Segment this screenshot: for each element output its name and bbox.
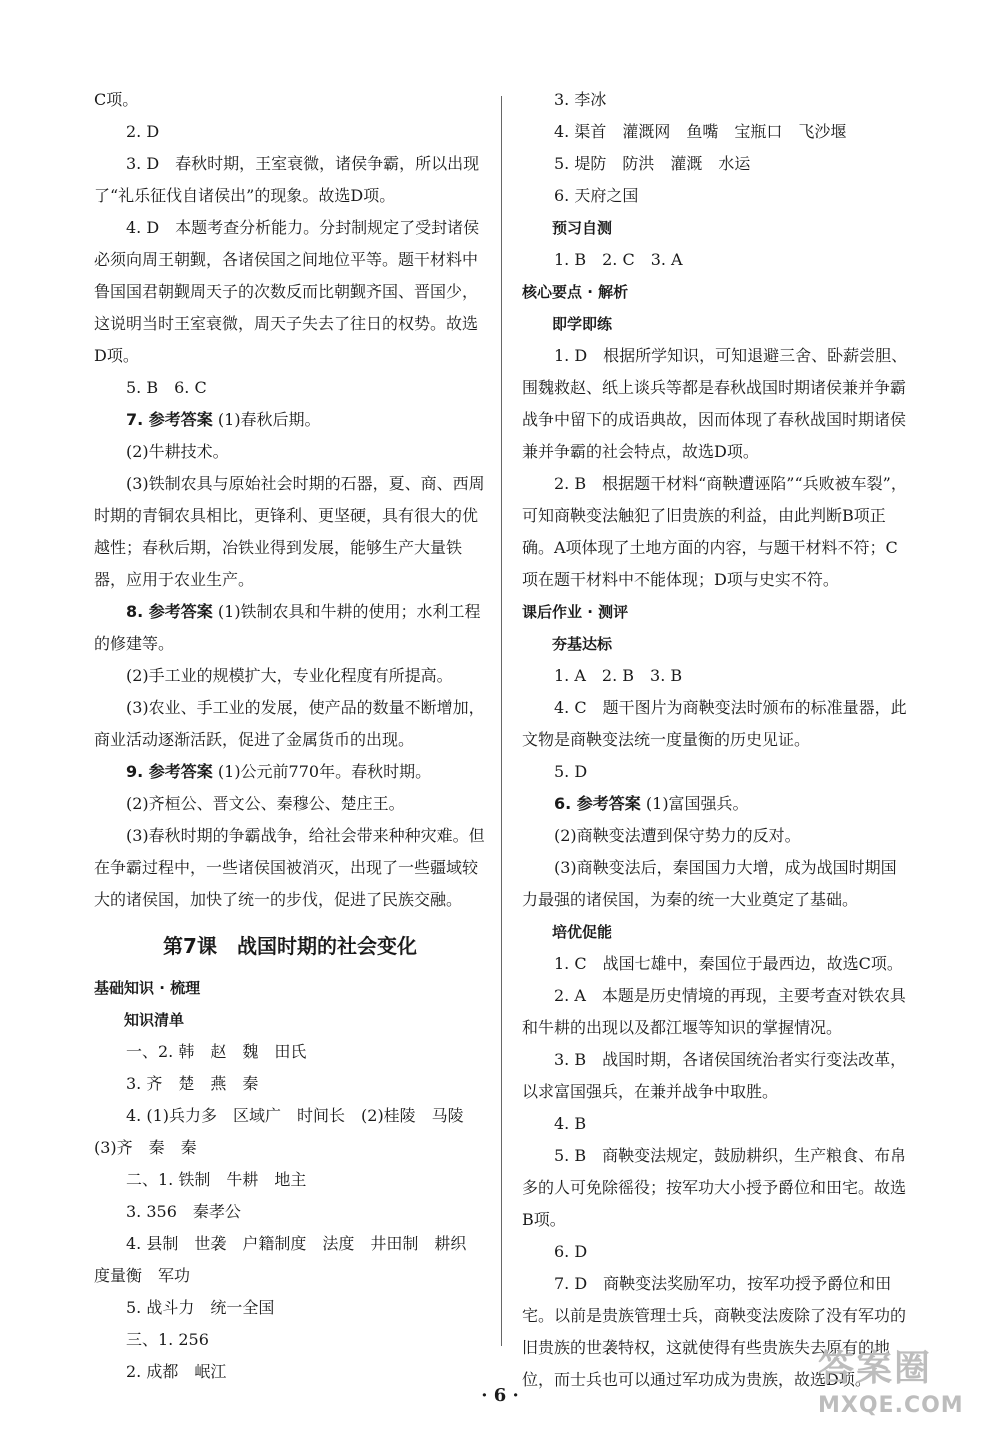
answer-text: 2. B 根据题干材料“商鞅遭诬陷”“兵败被车裂”，可知商鞅变法触犯了旧贵族的利益，由此判断B项正确。A项体现了土地方面的内容，与题干材料不符；C项在题干材料中不能体现；D项与史实不符。 <box>522 474 907 589</box>
watermark-logo <box>818 1346 994 1428</box>
knowledge-item: 三、1. 256 <box>126 1330 209 1349</box>
answer-body: (1)富国强兵。 <box>645 794 749 813</box>
knowledge-item: 二、1. 铁制 牛耕 地主 <box>126 1170 307 1189</box>
answer-text: (3)商鞅变法后，秦国国力大增，成为战国时期国力最强的诸侯国，为秦的统一大业奠定了基础。 <box>522 858 897 909</box>
answer-text: 4. D 本题考查分析能力。分封制规定了受封诸侯必须向周王朝觐，各诸侯国之间地位平等。题干材料中鲁国国君朝觐周天子的次数反而比朝觐齐国、晋国少，这说明当时王室衰微，周天子失去了往日的权势。故选D项。 <box>94 218 480 365</box>
answer-text: 2. D <box>126 122 160 141</box>
knowledge-item: 3. 李冰 <box>554 90 607 109</box>
answer-text: 3. B 战国时期，各诸侯国统治者实行变法改革，以求富国强兵，在兼并战争中取胜。 <box>522 1050 907 1101</box>
answer-text: (3)农业、手工业的发展，使产品的数量不断增加，商业活动逐渐活跃，促进了金属货币的出现。 <box>94 698 485 749</box>
left-column <box>94 84 486 1388</box>
answer-body: (1)铁制农具和牛耕的使用；水利工程的修建等。 <box>94 602 481 653</box>
answer-text: 4. C 题干图片为商鞅变法时颁布的标准量器，此文物是商鞅变法统一度量衡的历史见证。 <box>522 698 907 749</box>
lesson-title: 第7课 战国时期的社会变化 <box>163 934 417 958</box>
watermark-top: 答案圈 <box>818 1348 933 1389</box>
answer-text <box>522 788 910 820</box>
answer-text: (3)铁制农具与原始社会时期的石器，夏、商、西周时期的青铜农具相比，更锋利、更坚硬，具有很大的优越性；春秋后期，冶铁业得到发展，能够生产大量铁器，应用于农业生产。 <box>94 474 485 589</box>
answer-body: (1)春秋后期。 <box>217 410 321 429</box>
answer-text: (2)商鞅变法遭到保守势力的反对。 <box>554 826 801 845</box>
knowledge-item: 4. 渠首 灌溉网 鱼嘴 宝瓶口 飞沙堰 <box>554 122 847 141</box>
answer-text: 5. B 6. C <box>126 378 207 397</box>
knowledge-item: 2. 成都 岷江 <box>126 1362 227 1381</box>
answer-text: 3. D 春秋时期，王室衰微，诸侯争霸，所以出现了“礼乐征伐自诸侯出”的现象。故选D项。 <box>94 154 480 205</box>
answer-text: (2)齐桓公、晋文公、秦穆公、楚庄王。 <box>126 794 405 813</box>
answer-text: 1. B 2. C 3. A <box>554 250 683 269</box>
knowledge-item: 4. (1)兵力多 区域广 时间长 (2)桂陵 马陵 (3)齐 秦 秦 <box>94 1106 480 1157</box>
column-divider <box>501 96 502 1346</box>
watermark-bottom: MXQE.COM <box>818 1393 964 1418</box>
answer-text: 7. D 商鞅变法奖励军功，按军功授予爵位和田宅。以前是贵族管理士兵，商鞅变法废除了没有军功的旧贵族的世袭特权，这就使得有些贵族失去原有的地位，而士兵也可以通过军功成为贵族，故选D项。 <box>522 1274 907 1389</box>
subsection-heading: 培优促能 <box>552 923 613 941</box>
answer-text <box>94 596 486 660</box>
section-heading: 核心要点 · 解析 <box>522 283 629 301</box>
answer-text: (2)牛耕技术。 <box>126 442 229 461</box>
subsection-heading: 知识清单 <box>124 1011 185 1029</box>
answer-text <box>94 404 486 436</box>
knowledge-item: 3. 齐 楚 燕 秦 <box>126 1074 259 1093</box>
answer-text: (2)手工业的规模扩大，专业化程度有所提高。 <box>126 666 453 685</box>
page-number: · 6 · <box>481 1385 519 1406</box>
answer-text: 4. B <box>554 1114 587 1133</box>
knowledge-item: 4. 县制 世袭 户籍制度 法度 井田制 耕织 度量衡 军功 <box>94 1234 483 1285</box>
knowledge-item: 5. 堤防 防洪 灌溉 水运 <box>554 154 751 173</box>
subsection-heading: 即学即练 <box>552 315 613 333</box>
answer-text: C项。 <box>94 90 139 109</box>
right-column <box>522 84 910 1396</box>
answer-text: 1. A 2. B 3. B <box>554 666 683 685</box>
answer-label: 8. 参考答案 <box>126 602 213 621</box>
subsection-heading: 夯基达标 <box>552 635 613 653</box>
answer-text: 1. D 根据所学知识，可知退避三舍、卧薪尝胆、围魏救赵、纸上谈兵等都是春秋战国时期诸侯兼并争霸战争中留下的成语典故，因而体现了春秋战国时期诸侯兼并争霸的社会特点，故选D项。 <box>522 346 908 461</box>
answer-text <box>94 756 486 788</box>
knowledge-item: 6. 天府之国 <box>554 186 639 205</box>
section-heading: 基础知识 · 梳理 <box>94 979 201 997</box>
knowledge-item: 一、2. 韩 赵 魏 田氏 <box>126 1042 307 1061</box>
answer-text: 2. A 本题是历史情境的再现，主要考查对铁农具和牛耕的出现以及都江堰等知识的掌握情况。 <box>522 986 906 1037</box>
answer-label: 9. 参考答案 <box>126 762 213 781</box>
answer-label: 7. 参考答案 <box>126 410 213 429</box>
section-heading: 课后作业 · 测评 <box>522 603 629 621</box>
knowledge-item: 3. 356 秦孝公 <box>126 1202 241 1221</box>
answer-text: 1. C 战国七雄中，秦国位于最西边，故选C项。 <box>554 954 903 973</box>
knowledge-item: 5. 战斗力 统一全国 <box>126 1298 275 1317</box>
answer-text: 5. B 商鞅变法规定，鼓励耕织，生产粮食、布帛多的人可免除徭役；按军功大小授予爵位和田宅。故选B项。 <box>522 1146 907 1229</box>
answer-label: 6. 参考答案 <box>554 794 641 813</box>
answer-text: 6. D <box>554 1242 588 1261</box>
answer-body: (1)公元前770年。春秋时期。 <box>217 762 432 781</box>
answer-text: 5. D <box>554 762 588 781</box>
subsection-heading: 预习自测 <box>552 219 613 237</box>
answer-text: (3)春秋时期的争霸战争，给社会带来种种灾难。但在争霸过程中，一些诸侯国被消灭，出现了一些疆域较大的诸侯国，加快了统一的步伐，促进了民族交融。 <box>94 826 485 909</box>
